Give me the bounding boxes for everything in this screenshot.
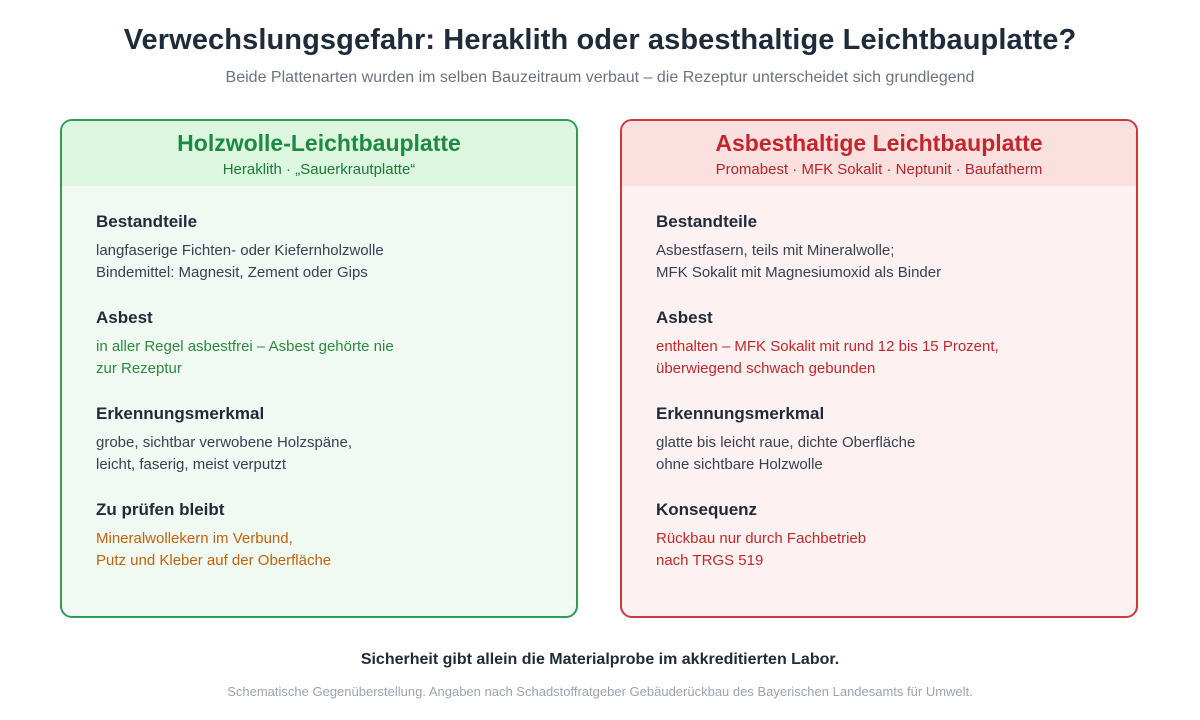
asbestos-card-body (622, 186, 1136, 572)
heraklith-card-header (62, 121, 576, 186)
section-label: Konsequenz (656, 500, 758, 519)
heraklith-card-body (62, 186, 576, 572)
conclusion-text: Sicherheit gibt allein die Materialprobe im akkreditierten Labor. (360, 651, 840, 668)
section-line: langfaserige Fichten- oder Kiefernholzwolle (96, 242, 384, 259)
section-text (96, 240, 542, 284)
section-label: Bestandteile (96, 212, 198, 231)
section-line: nach TRGS 519 (656, 552, 764, 569)
section-line: zur Rezeptur (96, 360, 182, 377)
section-text (96, 528, 542, 572)
section-text (96, 432, 542, 476)
section-line: grobe, sichtbar verwobene Holzspäne, (96, 434, 352, 451)
asbestos-card-title: Asbesthaltige Leichtbauplatte (715, 130, 1043, 156)
section-line: glatte bis leicht raue, dichte Oberfläche (656, 434, 916, 451)
section-line: ohne sichtbare Holzwolle (656, 456, 823, 473)
section-line: Mineralwollekern im Verbund, (96, 530, 293, 547)
section-label: Erkennungsmerkmal (656, 404, 825, 423)
section-line: Rückbau nur durch Fachbetrieb (656, 530, 867, 547)
section-line: Asbestfasern, teils mit Mineralwolle; (656, 242, 895, 259)
page-title: Verwechslungsgefahr: Heraklith oder asbesthaltige Leichtbauplatte? (123, 24, 1077, 56)
heraklith-card-title: Holzwolle-Leichtbauplatte (177, 130, 461, 156)
section-label: Bestandteile (656, 212, 758, 231)
section-line: leicht, faserig, meist verputzt (96, 456, 287, 473)
section-asbest (656, 307, 1102, 380)
asbestos-card-subtitle: Promabest · MFK Sokalit · Neptunit · Baufatherm (715, 161, 1043, 178)
section-text (656, 432, 1102, 476)
section-line: Putz und Kleber auf der Oberfläche (96, 552, 332, 569)
section-zu-pruefen (96, 499, 542, 572)
asbestos-card (620, 119, 1138, 618)
source-footnote: Schematische Gegenüberstellung. Angaben nach Schadstoffratgeber Gebäuderückbau des Bayerischen Landesamts für Umwelt. (227, 684, 973, 699)
section-label: Asbest (656, 308, 713, 327)
heraklith-card-subtitle: Heraklith · „Sauerkrautplatte“ (222, 161, 416, 178)
section-text (656, 336, 1102, 380)
section-label: Erkennungsmerkmal (96, 404, 265, 423)
page-subtitle: Beide Plattenarten wurden im selben Bauzeitraum verbaut – die Rezeptur unterscheidet sich grundlegend (225, 69, 975, 86)
section-line: überwiegend schwach gebunden (656, 360, 876, 377)
section-label: Asbest (96, 308, 153, 327)
section-bestandteile (96, 211, 542, 284)
section-asbest (96, 307, 542, 380)
section-text (96, 336, 542, 380)
section-erkennungsmerkmal (96, 403, 542, 476)
heraklith-card (60, 119, 578, 618)
section-line: Bindemittel: Magnesit, Zement oder Gips (96, 264, 368, 281)
section-text (656, 240, 1102, 284)
asbestos-card-header (622, 121, 1136, 186)
section-line: enthalten – MFK Sokalit mit rund 12 bis 15 Prozent, (656, 338, 999, 355)
section-line: MFK Sokalit mit Magnesiumoxid als Binder (656, 264, 942, 281)
section-bestandteile (656, 211, 1102, 284)
section-text (656, 528, 1102, 572)
section-konsequenz (656, 499, 1102, 572)
section-label: Zu prüfen bleibt (96, 500, 225, 519)
section-erkennungsmerkmal (656, 403, 1102, 476)
section-line: in aller Regel asbestfrei – Asbest gehörte nie (96, 338, 394, 355)
